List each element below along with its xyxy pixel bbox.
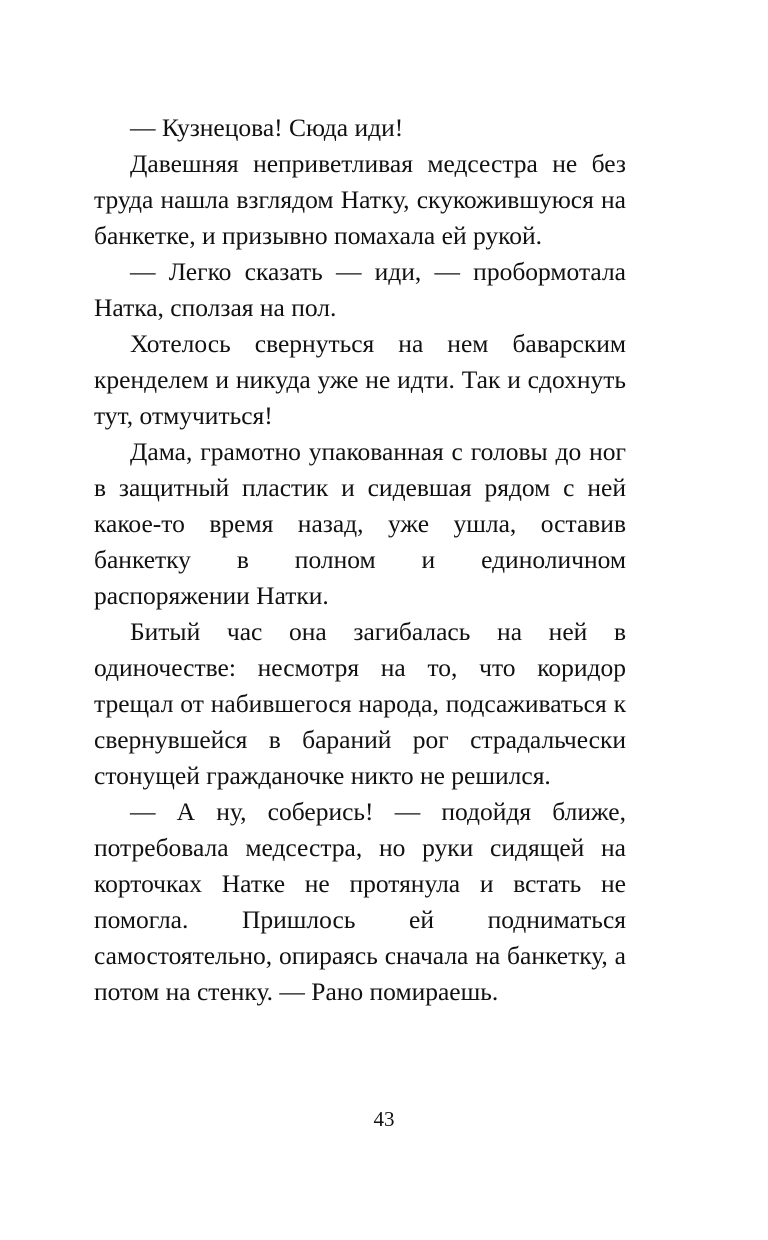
paragraph-3: — Легко сказать — иди, — пробормотала Натка, сползая на пол.: [94, 257, 626, 322]
paragraph-7: — А ну, соберись! — подойдя ближе, потребовала медсестра, но руки сидящей на корточках Натке не протянула и встать не помогла. Пришлось ей подниматься самостоятельно, опираясь сначала на банкетку, а потом на стенку. — Рано помираешь.: [94, 797, 626, 1006]
paragraph-1: — Кузнецова! Сюда иди!: [130, 113, 404, 142]
paragraph-5: Дама, грамотно упакованная с головы до ног в защитный пластик и сидевшая рядом с ней какое-то время назад, уже ушла, оставив банкетку в полном и единоличном распоряжении Натки.: [94, 437, 626, 610]
body-text: [94, 110, 626, 1010]
paragraph-2: Давешняя неприветливая медсестра не без труда нашла взглядом Натку, скукожившуюся на банкетке, и призывно помахала ей рукой.: [94, 149, 626, 250]
page-number: 43: [373, 1107, 395, 1131]
paragraph-6: Битый час она загибалась на ней в одиночестве: несмотря на то, что коридор трещал от набившегося народа, подсаживаться к свернувшейся в бараний рог страдальчески стонущей гражданочке никто не решился.: [94, 617, 626, 790]
paragraph-4: Хотелось свернуться на нем баварским кренделем и никуда уже не идти. Так и сдохнуть тут, отмучиться!: [94, 329, 626, 430]
